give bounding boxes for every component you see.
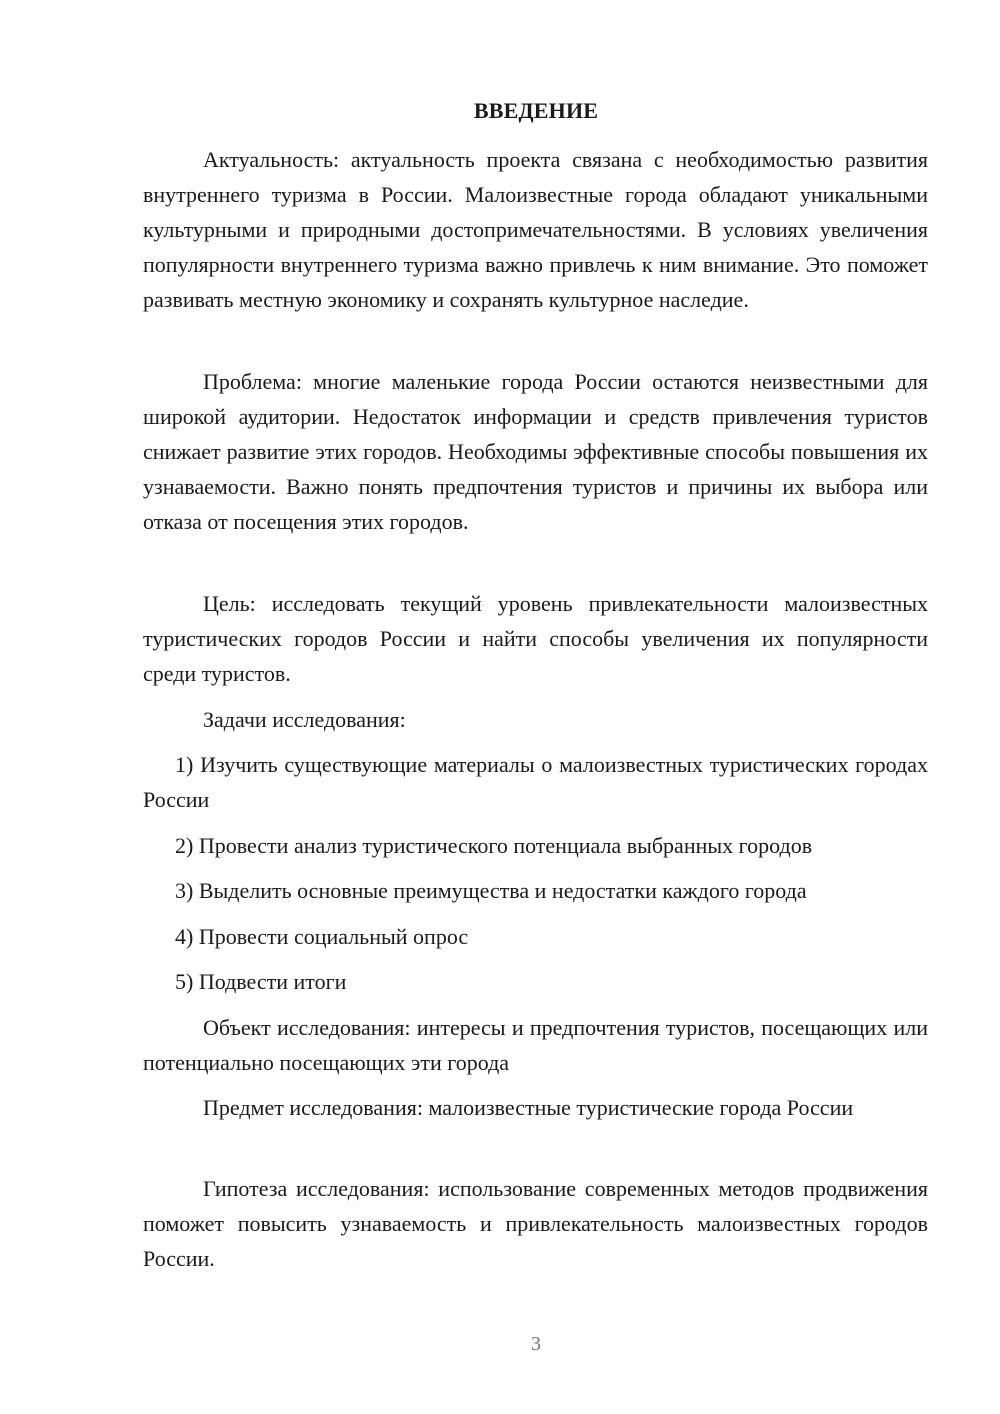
relevance-paragraph: Актуальность: актуальность проекта связана с необходимостью развития внутреннего туризма в России. Малоизвестные города обладают уникальными культурными и природными достопримечательностями. В условиях увеличения популярности внутреннего туризма важно привлечь к ним внимание. Это поможет развивать местную экономику и сохранять культурное наследие. [143, 147, 928, 312]
task-item-5: 5) Подвести итоги [175, 969, 347, 994]
task-item-3: 3) Выделить основные преимущества и недостатки каждого города [175, 878, 807, 903]
task-item-1: 1) Изучить существующие материалы о малоизвестных туристических городах России [143, 752, 928, 812]
page-number: 3 [531, 1333, 541, 1355]
task-item-2: 2) Провести анализ туристического потенциала выбранных городов [175, 833, 813, 858]
task-item-4: 4) Провести социальный опрос [175, 924, 469, 949]
problem-paragraph: Проблема: многие маленькие города России остаются неизвестными для широкой аудитории. Недостаток информации и средств привлечения туристов снижает развитие этих городов. Необходимы эффективные способы повышения их узнаваемости. Важно понять предпочтения туристов и причины их выбора или отказа от посещения этих городов. [143, 369, 928, 534]
subject-paragraph: Предмет исследования: малоизвестные туристические города России [203, 1095, 854, 1120]
page-title: ВВЕДЕНИЕ [473, 98, 599, 123]
hypothesis-paragraph: Гипотеза исследования: использование современных методов продвижения поможет повысить узнаваемость и привлекательность малоизвестных городов России. [143, 1176, 928, 1271]
tasks-heading: Задачи исследования: [203, 707, 406, 732]
object-paragraph: Объект исследования: интересы и предпочтения туристов, посещающих или потенциально посещающих эти города [143, 1015, 928, 1075]
goal-paragraph: Цель: исследовать текущий уровень привлекательности малоизвестных туристических городов России и найти способы увеличения их популярности среди туристов. [143, 591, 928, 686]
